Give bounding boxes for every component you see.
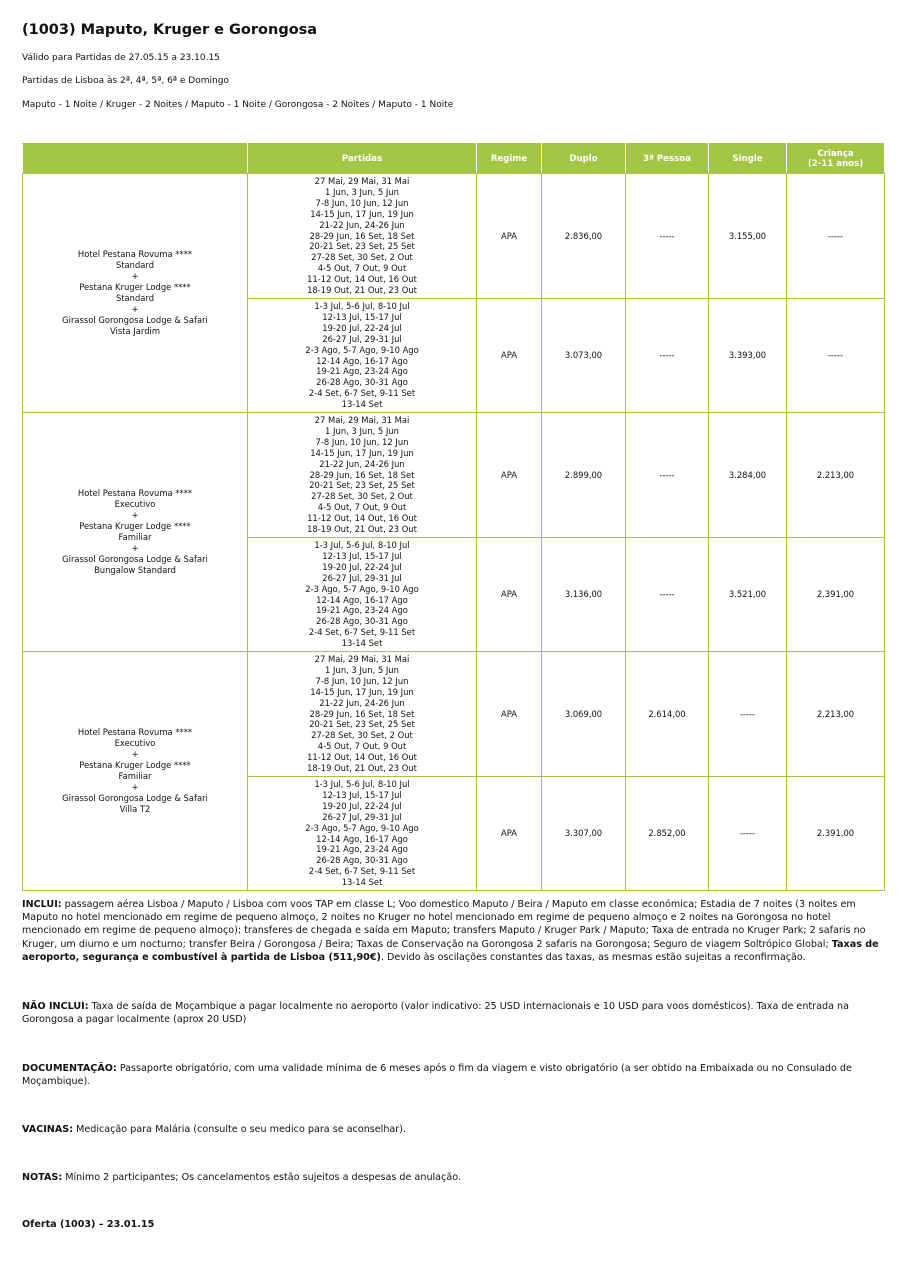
- partida-line: 13-14 Set: [341, 877, 383, 888]
- partida-line: 26-28 Ago, 30-31 Ago: [316, 377, 408, 388]
- documentacao-label: DOCUMENTAÇÃO:: [22, 1063, 117, 1074]
- regime-cell: APA: [477, 538, 542, 652]
- duplo-cell: 3.069,00: [542, 652, 626, 777]
- header-regime: Regime: [477, 144, 542, 174]
- partida-line: 1-3 Jul, 5-6 Jul, 8-10 Jul: [314, 778, 410, 789]
- partida-line: 7-8 Jun, 10 Jun, 12 Jun: [315, 197, 409, 208]
- partida-line: 11-12 Out, 14 Out, 16 Out: [307, 752, 417, 763]
- hotel-line: Pestana Kruger Lodge ****: [79, 760, 191, 771]
- partida-line: 2-3 Ago, 5-7 Ago, 9-10 Ago: [305, 583, 419, 594]
- partida-line: 12-14 Ago, 16-17 Ago: [316, 355, 408, 366]
- hotel-line: Pestana Kruger Lodge ****: [79, 282, 191, 293]
- partida-line: 1-3 Jul, 5-6 Jul, 8-10 Jul: [314, 300, 410, 311]
- partida-line: 7-8 Jun, 10 Jun, 12 Jun: [315, 675, 409, 686]
- partida-line: 11-12 Out, 14 Out, 16 Out: [307, 274, 417, 285]
- partida-line: 1 Jun, 3 Jun, 5 Jun: [325, 425, 399, 436]
- documentacao-paragraph: [22, 1062, 886, 1088]
- partida-line: 12-13 Jul, 15-17 Jul: [322, 311, 402, 322]
- table-row: [23, 413, 885, 538]
- partida-line: 2-3 Ago, 5-7 Ago, 9-10 Ago: [305, 822, 419, 833]
- hotel-line: Standard: [115, 293, 155, 303]
- partida-line: 19-20 Jul, 22-24 Jul: [322, 800, 402, 811]
- hotel-cell: [23, 174, 248, 413]
- partida-line: 12-14 Ago, 16-17 Ago: [316, 833, 408, 844]
- duplo-cell: 2.836,00: [542, 174, 626, 299]
- partida-line: 26-27 Jul, 29-31 Jul: [322, 811, 402, 822]
- header-hotel: [23, 144, 248, 174]
- partida-line: 19-21 Ago, 23-24 Ago: [316, 605, 408, 616]
- regime-cell: APA: [477, 174, 542, 299]
- hotel-line: +: [131, 781, 139, 792]
- partida-line: 18-19 Out, 21 Out, 23 Out: [307, 524, 417, 535]
- partida-line: 28-29 Jun, 16 Set, 18 Set: [309, 708, 415, 719]
- regime-cell: APA: [477, 299, 542, 413]
- vacinas-text: Medicação para Malária (consulte o seu medico para se aconselhar).: [73, 1124, 407, 1135]
- partida-line: 2-4 Set, 6-7 Set, 9-11 Set: [308, 388, 416, 399]
- hotel-line: Standard: [115, 260, 155, 271]
- partida-line: 13-14 Set: [341, 399, 383, 410]
- partida-line: 26-28 Ago, 30-31 Ago: [316, 616, 408, 627]
- partida-line: 28-29 Jun, 16 Set, 18 Set: [309, 230, 415, 241]
- notas-label: NOTAS:: [22, 1172, 63, 1183]
- partida-line: 21-22 Jun, 24-26 Jun: [319, 458, 405, 469]
- vacinas-label: VACINAS:: [22, 1124, 74, 1135]
- partida-line: 19-21 Ago, 23-24 Ago: [316, 844, 408, 855]
- partida-line: 4-5 Out, 7 Out, 9 Out: [317, 502, 407, 513]
- partida-line: 12-13 Jul, 15-17 Jul: [322, 550, 402, 561]
- hotel-line: Vista Jardim: [109, 325, 160, 336]
- partida-line: 21-22 Jun, 24-26 Jun: [319, 697, 405, 708]
- partida-line: 1 Jun, 3 Jun, 5 Jun: [325, 664, 399, 675]
- hotel-line: Executivo: [114, 499, 156, 510]
- itinerary-text: Maputo - 1 Noite / Kruger - 2 Noites / Maputo - 1 Noite / Gorongosa - 2 Noites / Maputo - 1 Noite: [22, 100, 454, 110]
- partida-line: 19-20 Jul, 22-24 Jul: [322, 322, 402, 333]
- crianca-cell: -----: [787, 299, 885, 413]
- partida-line: 19-21 Ago, 23-24 Ago: [316, 366, 408, 377]
- hotel-line: +: [131, 749, 139, 760]
- partida-line: 27-28 Set, 30 Set, 2 Out: [311, 730, 413, 741]
- partida-line: 2-4 Set, 6-7 Set, 9-11 Set: [308, 627, 416, 638]
- partida-line: 20-21 Set, 23 Set, 25 Set: [309, 480, 415, 491]
- header-crianca: [787, 144, 885, 174]
- partida-line: 19-20 Jul, 22-24 Jul: [322, 561, 402, 572]
- table-header-row: [23, 144, 885, 174]
- partida-line: 14-15 Jun, 17 Jun, 19 Jun: [310, 686, 414, 697]
- regime-cell: APA: [477, 652, 542, 777]
- partida-line: 20-21 Set, 23 Set, 25 Set: [309, 719, 415, 730]
- hotel-line: Hotel Pestana Rovuma ****: [77, 727, 193, 738]
- hotel-line: Villa T2: [119, 803, 151, 814]
- partida-line: 18-19 Out, 21 Out, 23 Out: [307, 285, 417, 296]
- partida-line: 14-15 Jun, 17 Jun, 19 Jun: [310, 208, 414, 219]
- single-cell: -----: [709, 652, 787, 777]
- partida-line: 27 Mai, 29 Mai, 31 Mai: [314, 176, 410, 187]
- partida-line: 11-12 Out, 14 Out, 16 Out: [307, 513, 417, 524]
- regime-cell: APA: [477, 777, 542, 891]
- notas-text: Mínimo 2 participantes; Os cancelamentos estão sujeitos a despesas de anulação.: [62, 1172, 461, 1183]
- hotel-line: Hotel Pestana Rovuma ****: [77, 488, 193, 499]
- crianca-cell: 2.213,00: [787, 652, 885, 777]
- nao-inclui-paragraph: [22, 1000, 886, 1026]
- partida-line: 1-3 Jul, 5-6 Jul, 8-10 Jul: [314, 539, 410, 550]
- table-body: [23, 174, 885, 891]
- hotel-line: Girassol Gorongosa Lodge & Safari: [62, 792, 208, 803]
- partida-line: 12-14 Ago, 16-17 Ago: [316, 594, 408, 605]
- hotel-line: +: [131, 303, 139, 314]
- partidas-cell: [248, 538, 477, 652]
- partida-line: 27 Mai, 29 Mai, 31 Mai: [314, 654, 410, 665]
- terceira-cell: 2.614,00: [626, 652, 709, 777]
- nao-inclui-text: Taxa de saída de Moçambique a pagar localmente no aeroporto (valor indicativo: 25 USD internacionais e 10 USD para voos domésticos). Taxa de entrada na Gorongosa a pagar localmente (aprox 20 USD): [22, 1001, 849, 1026]
- notas-paragraph: [22, 1171, 886, 1184]
- vacinas-paragraph: [22, 1123, 886, 1136]
- partida-line: 27-28 Set, 30 Set, 2 Out: [311, 491, 413, 502]
- partida-line: 26-27 Jul, 29-31 Jul: [322, 333, 402, 344]
- hotel-line: Girassol Gorongosa Lodge & Safari: [62, 314, 208, 325]
- hotel-line: Familiar: [118, 771, 152, 781]
- inclui-paragraph: [22, 898, 886, 964]
- partida-line: 4-5 Out, 7 Out, 9 Out: [317, 741, 407, 752]
- partida-line: 2-3 Ago, 5-7 Ago, 9-10 Ago: [305, 344, 419, 355]
- single-cell: 3.393,00: [709, 299, 787, 413]
- terceira-cell: -----: [626, 174, 709, 299]
- partida-line: 18-19 Out, 21 Out, 23 Out: [307, 763, 417, 774]
- price-table: [22, 143, 885, 891]
- partida-line: 27-28 Set, 30 Set, 2 Out: [311, 252, 413, 263]
- partidas-cell: [248, 174, 477, 299]
- terceira-cell: -----: [626, 413, 709, 538]
- inclui-tail: . Devido às oscilações constantes das taxas, as mesmas estão sujeitas a reconfirmação.: [380, 951, 806, 963]
- table-row: [23, 652, 885, 777]
- hotel-line: Bungalow Standard: [94, 564, 176, 575]
- terceira-cell: 2.852,00: [626, 777, 709, 891]
- duplo-cell: 2.899,00: [542, 413, 626, 538]
- page-title: (1003) Maputo, Kruger e Gorongosa: [22, 22, 318, 38]
- partida-line: 28-29 Jun, 16 Set, 18 Set: [309, 469, 415, 480]
- partida-line: 21-22 Jun, 24-26 Jun: [319, 219, 405, 230]
- offer-footer: Oferta (1003) – 23.01.15: [22, 1219, 155, 1230]
- duplo-cell: 3.307,00: [542, 777, 626, 891]
- departures-text: Partidas de Lisboa às 2ª, 4ª, 5ª, 6ª e Domingo: [22, 76, 229, 86]
- partida-line: 7-8 Jun, 10 Jun, 12 Jun: [315, 436, 409, 447]
- partida-line: 27 Mai, 29 Mai, 31 Mai: [314, 415, 410, 426]
- hotel-line: Familiar: [118, 532, 152, 542]
- hotel-line: Hotel Pestana Rovuma ****: [77, 249, 193, 260]
- regime-cell: APA: [477, 413, 542, 538]
- terceira-cell: -----: [626, 538, 709, 652]
- header-crianca-label: Criança: [817, 148, 854, 159]
- header-single: Single: [709, 144, 787, 174]
- validity-text: Válido para Partidas de 27.05.15 a 23.10.15: [22, 53, 220, 63]
- partida-line: 2-4 Set, 6-7 Set, 9-11 Set: [308, 866, 416, 877]
- hotel-line: +: [131, 542, 139, 553]
- crianca-cell: 2.391,00: [787, 538, 885, 652]
- hotel-cell: [23, 652, 248, 891]
- partida-line: 26-27 Jul, 29-31 Jul: [322, 572, 402, 583]
- crianca-cell: -----: [787, 174, 885, 299]
- partidas-cell: [248, 652, 477, 777]
- header-partidas: Partidas: [248, 144, 477, 174]
- partidas-cell: [248, 413, 477, 538]
- terceira-cell: -----: [626, 299, 709, 413]
- inclui-bold-text: Taxas de aeroporto, segurança e combustível à partida de Lisboa (511,90€): [22, 938, 879, 963]
- duplo-cell: 3.136,00: [542, 538, 626, 652]
- single-cell: 3.284,00: [709, 413, 787, 538]
- partida-line: 20-21 Set, 23 Set, 25 Set: [309, 241, 415, 252]
- single-cell: 3.155,00: [709, 174, 787, 299]
- partida-line: 13-14 Set: [341, 638, 383, 649]
- partida-line: 12-13 Jul, 15-17 Jul: [322, 789, 402, 800]
- partida-line: 14-15 Jun, 17 Jun, 19 Jun: [310, 447, 414, 458]
- partidas-cell: [248, 299, 477, 413]
- hotel-line: +: [131, 271, 139, 282]
- hotel-line: Girassol Gorongosa Lodge & Safari: [62, 553, 208, 564]
- documentacao-text: Passaporte obrigatório, com uma validade mínima de 6 meses após o fim da viagem e visto obrigatório (a ser obtido na Embaixada ou no Consulado de Moçambique).: [22, 1063, 852, 1088]
- hotel-line: Pestana Kruger Lodge ****: [79, 521, 191, 532]
- header-terceira-pessoa: 3ª Pessoa: [626, 144, 709, 174]
- inclui-text: passagem aérea Lisboa / Maputo / Lisboa com voos TAP em classe L; Voo domestico Maputo / Beira / Maputo em classe económica; Estadia de 7 noites (3 noites em Maputo no hotel mencionado em regime de pequeno almoço, 2 noites no Kruger no hotel mencionado em regime de pequeno almoço e 2 noites na Gorongosa no hotel mencionado em regime de pequeno almoço); transferes de chegada e saída em Maputo; transfers Maputo / Kruger Park / Maputo; Taxa de entrada no Kruger Park; 2 safaris no Kruger, um diurno e um nocturno; transfer Beira / Gorongosa / Beira; Taxas de Conservação na Gorongosa 2 safaris na Gorongosa; Seguro de viagem Soltrópico Global;: [22, 899, 866, 950]
- partida-line: 4-5 Out, 7 Out, 9 Out: [317, 263, 407, 274]
- hotel-cell: [23, 413, 248, 652]
- hotel-line: Executivo: [114, 738, 156, 749]
- duplo-cell: 3.073,00: [542, 299, 626, 413]
- single-cell: -----: [709, 777, 787, 891]
- crianca-cell: 2.213,00: [787, 413, 885, 538]
- single-cell: 3.521,00: [709, 538, 787, 652]
- nao-inclui-label: NÃO INCLUI:: [22, 1001, 89, 1012]
- header-duplo: Duplo: [542, 144, 626, 174]
- partida-line: 1 Jun, 3 Jun, 5 Jun: [325, 186, 399, 197]
- crianca-cell: 2.391,00: [787, 777, 885, 891]
- partida-line: 26-28 Ago, 30-31 Ago: [316, 855, 408, 866]
- table-row: [23, 174, 885, 299]
- header-crianca-age: (2-11 anos): [807, 158, 864, 169]
- partidas-cell: [248, 777, 477, 891]
- hotel-line: +: [131, 510, 139, 521]
- inclui-label: INCLUI:: [22, 899, 62, 910]
